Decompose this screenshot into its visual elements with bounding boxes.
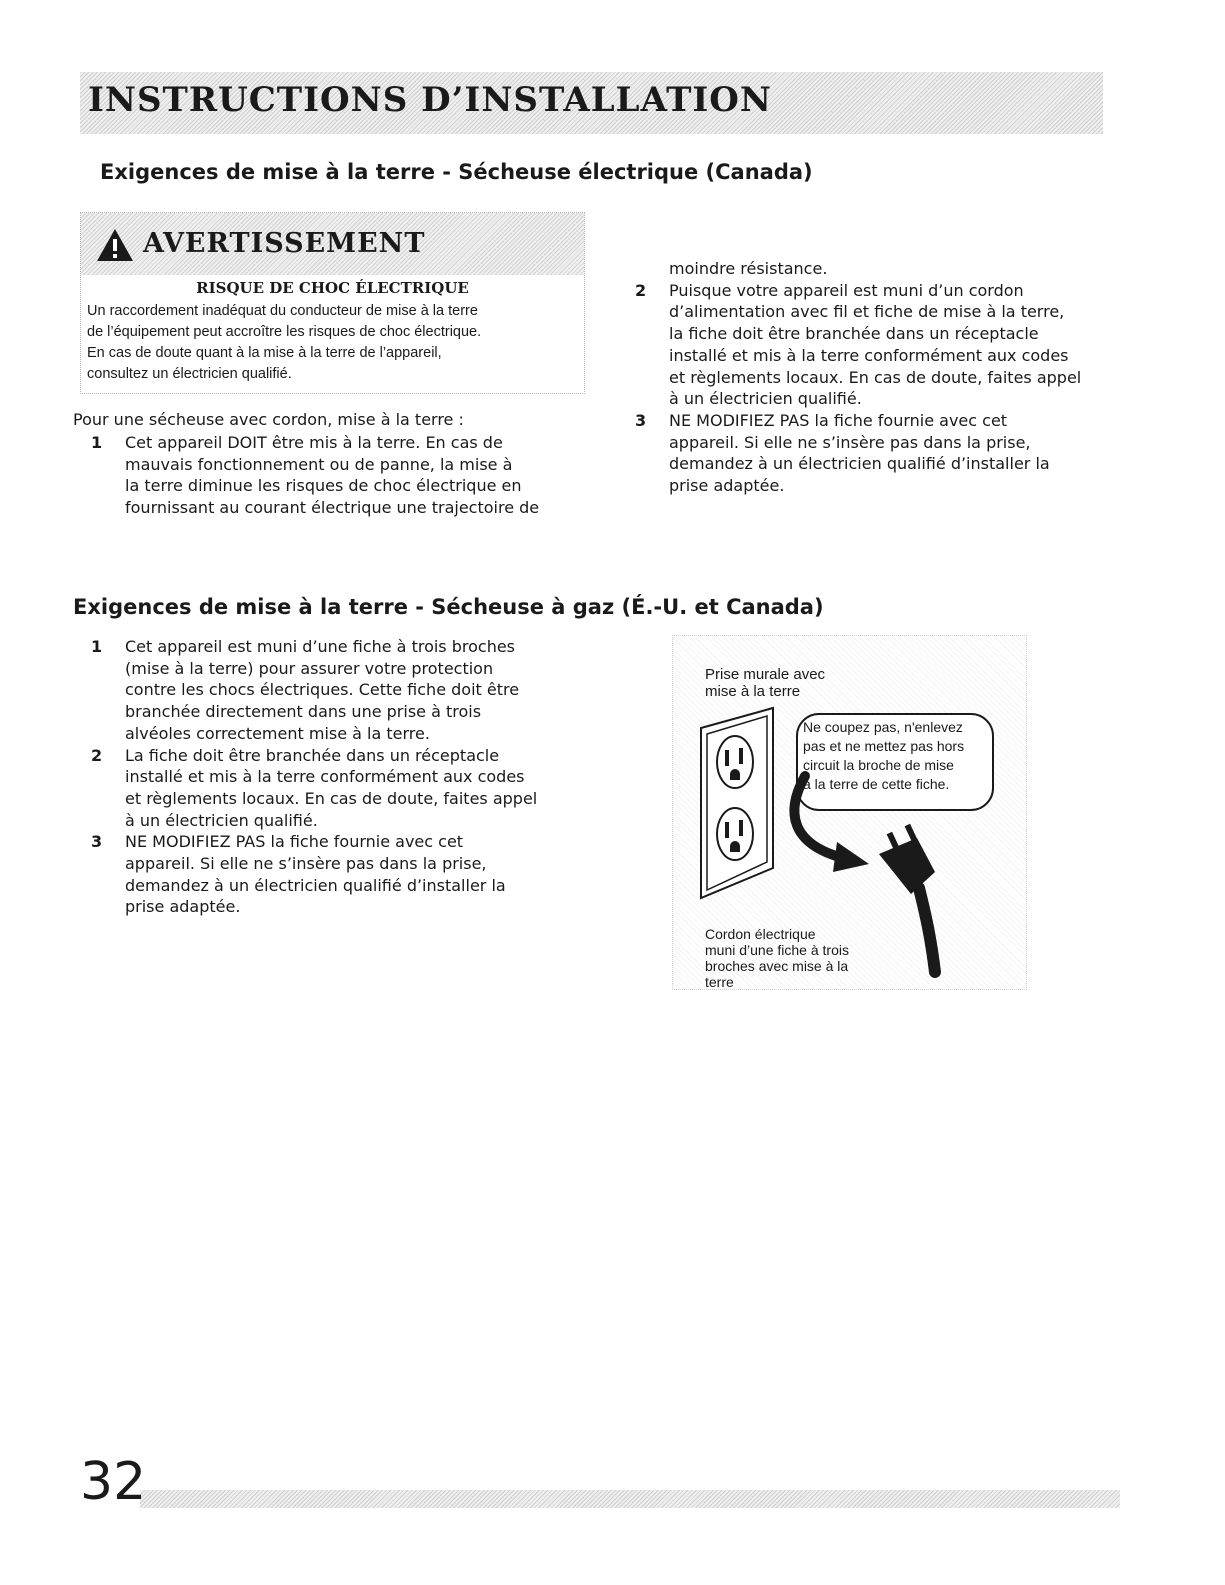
list-item: 1 Cet appareil est muni d’une fiche à trois broches (mise à la terre) pour assurer votre protection contre les chocs électriques. Cette fiche doit être branchée directement dans une prise à trois alvéoles correctement mise à la terre. — [91, 637, 520, 743]
list-item: 1 Cet appareil DOIT être mis à la terre. En cas de mauvais fonctionnement ou de panne, la mise à la terre diminue les risques de choc électrique en fournissant au courant électrique une trajectoire de — [91, 433, 540, 518]
list-item: 3 NE MODIFIEZ PAS la fiche fournie avec cet appareil. Si elle ne s’insère pas dans la prise, demandez à un électricien qualifié d’installer la prise adaptée. — [635, 410, 1050, 496]
warning-subtitle: RISQUE DE CHOC ÉLECTRIQUE — [196, 279, 469, 297]
warning-triangle-icon — [95, 227, 135, 263]
list-item: 2 Puisque votre appareil est muni d’un cordon d’alimentation avec fil et fiche de mise à la terre, la fiche doit être branchée dans un réceptacle installé et mis à la terre conformément aux codes et règlements locaux. En cas de doute, faites appel à un électricien qualifié. — [635, 280, 1082, 409]
page-title: INSTRUCTIONS D’INSTALLATION — [88, 80, 773, 120]
upper-receptacle-icon — [717, 736, 753, 788]
cord-label: Cordon électrique muni d’une fiche à trois broches avec mise à la terre — [705, 926, 849, 990]
footer-band — [140, 1490, 1120, 1508]
warning-line: de l’équipement peut accroître les risques de choc électrique. — [87, 324, 482, 340]
warning-line: Un raccordement inadéquat du conducteur de mise à la terre — [87, 303, 478, 319]
electric-intro: Pour une sécheuse avec cordon, mise à la terre : — [73, 410, 464, 429]
list-item: 2 La fiche doit être branchée dans un réceptacle installé et mis à la terre conformément aux codes et règlements locaux. En cas de doute, faites appel à un électricien qualifié. — [91, 745, 538, 830]
warning-box — [80, 212, 585, 394]
section-heading-gas: Exigences de mise à la terre - Sécheuse à gaz (É.-U. et Canada) — [73, 595, 824, 619]
gas-list — [73, 636, 613, 918]
plug-icon — [879, 824, 935, 972]
list-item-continued: moindre résistance. — [669, 259, 828, 278]
warning-line: En cas de doute quant à la mise à la terre de l’appareil, — [87, 345, 442, 361]
electric-list-left — [73, 432, 593, 519]
warning-label: AVERTISSEMENT — [143, 228, 426, 259]
list-number: 3 — [91, 832, 103, 852]
list-number: 1 — [91, 637, 103, 656]
list-item: 3 NE MODIFIEZ PAS la fiche fournie avec cet appareil. Si elle ne s’insère pas dans la prise, demandez à un électricien qualifié d’installer la prise adaptée. — [91, 832, 506, 917]
callout-text: Ne coupez pas, n'enlevez pas et ne mettez pas hors circuit la broche de mise à la terre de cette fiche. — [803, 719, 965, 792]
list-number: 2 — [91, 745, 103, 765]
list-number: 3 — [635, 410, 647, 430]
lower-receptacle-icon — [717, 808, 753, 860]
warning-text — [87, 301, 580, 385]
electric-list-right — [617, 258, 1137, 497]
grounding-figure — [672, 635, 1027, 990]
page-number: 32 — [80, 1452, 147, 1512]
list-number: 2 — [635, 280, 647, 300]
list-number: 1 — [91, 433, 103, 452]
outlet-label: Prise murale avec mise à la terre — [705, 666, 826, 700]
section-heading-electric: Exigences de mise à la terre - Sécheuse électrique (Canada) — [100, 160, 813, 184]
warning-line: consultez un électricien qualifié. — [87, 366, 292, 382]
